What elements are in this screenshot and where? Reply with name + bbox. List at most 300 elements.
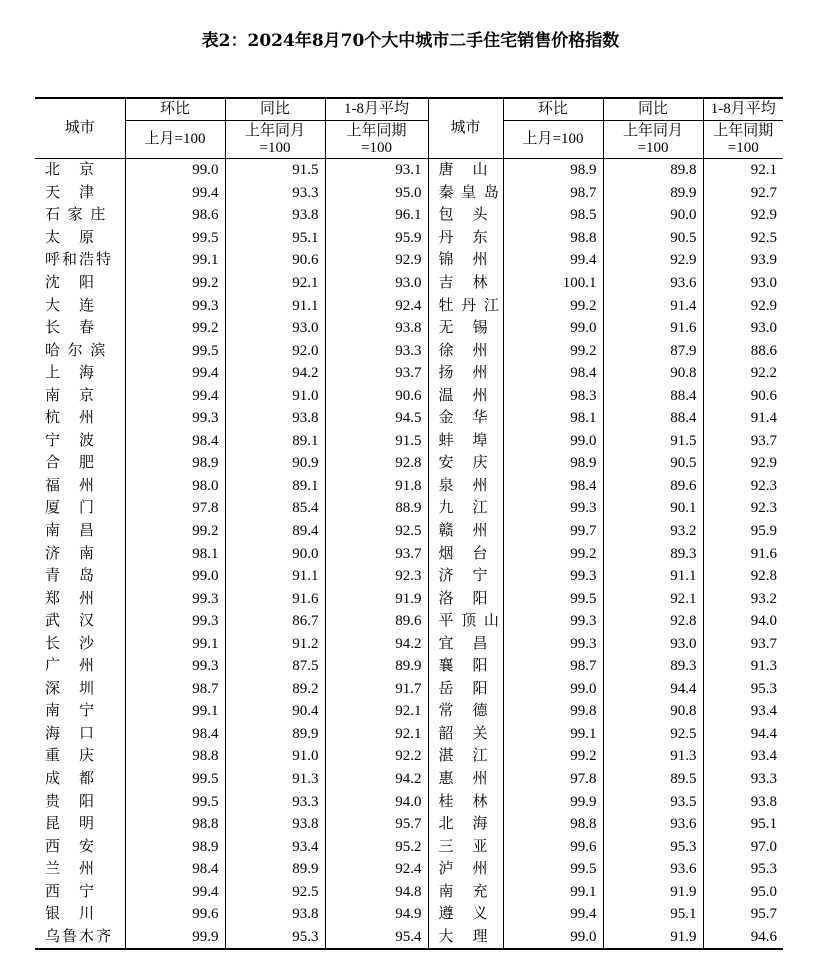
- yoy-value: 91.1: [225, 294, 325, 317]
- header-mom-base: 上月=100: [125, 121, 225, 159]
- city-label: 昆 明: [45, 816, 95, 833]
- mom-value: 97.8: [503, 768, 603, 791]
- mom-value: 99.3: [503, 610, 603, 633]
- yoy-value: 92.9: [603, 249, 703, 272]
- yoy-value: 93.3: [225, 790, 325, 813]
- mom-value: 99.4: [503, 903, 603, 926]
- avg-value: 90.6: [703, 384, 783, 407]
- mom-value: 99.3: [125, 610, 225, 633]
- header-avg-2: 1-8月平均: [703, 98, 783, 121]
- city-name: [428, 700, 503, 723]
- city-name: [35, 272, 125, 295]
- yoy-value: 90.4: [225, 700, 325, 723]
- city-label: 无 锡: [438, 320, 488, 337]
- mom-value: 99.9: [503, 790, 603, 813]
- avg-value: 93.7: [325, 362, 428, 385]
- yoy-value: 91.5: [225, 159, 325, 182]
- city-label: 秦 皇 岛: [438, 184, 499, 201]
- city-label: 惠 州: [438, 771, 488, 788]
- mom-value: 98.8: [125, 745, 225, 768]
- table-row: [35, 249, 783, 272]
- mom-value: 98.4: [503, 362, 603, 385]
- city-name: [428, 497, 503, 520]
- mom-value: 99.6: [503, 835, 603, 858]
- city-name: [35, 835, 125, 858]
- table-row: [35, 858, 783, 881]
- city-name: [35, 723, 125, 746]
- table-row: [35, 407, 783, 430]
- yoy-value: 93.2: [603, 520, 703, 543]
- mom-value: 99.2: [503, 339, 603, 362]
- avg-value: 92.2: [325, 745, 428, 768]
- mom-value: 99.0: [503, 430, 603, 453]
- city-label: 济 南: [45, 545, 95, 562]
- avg-value: 93.3: [325, 339, 428, 362]
- avg-value: 93.4: [703, 700, 783, 723]
- city-label: 哈 尔 滨: [45, 342, 106, 359]
- avg-value: 95.7: [325, 813, 428, 836]
- mom-value: 99.4: [503, 249, 603, 272]
- table-row: [35, 768, 783, 791]
- avg-value: 95.1: [703, 813, 783, 836]
- city-label: 南 昌: [45, 523, 95, 540]
- city-label: 牡 丹 江: [438, 297, 499, 314]
- yoy-value: 90.1: [603, 497, 703, 520]
- mom-value: 99.0: [125, 565, 225, 588]
- table-row: [35, 430, 783, 453]
- yoy-value: 91.5: [603, 430, 703, 453]
- city-label: 包 头: [438, 207, 488, 224]
- mom-value: 99.1: [125, 700, 225, 723]
- table-row: [35, 317, 783, 340]
- city-name: [428, 790, 503, 813]
- yoy-value: 86.7: [225, 610, 325, 633]
- avg-value: 94.2: [325, 632, 428, 655]
- table-row: [35, 227, 783, 250]
- mom-value: 97.8: [125, 497, 225, 520]
- city-label: 吉 林: [438, 275, 488, 291]
- yoy-value: 89.2: [225, 678, 325, 701]
- yoy-value: 93.6: [603, 813, 703, 836]
- avg-value: 93.7: [325, 542, 428, 565]
- city-name: [428, 430, 503, 453]
- table-row: [35, 678, 783, 701]
- yoy-value: 93.6: [603, 858, 703, 881]
- city-label: 杭 州: [45, 410, 95, 427]
- city-name: [428, 881, 503, 904]
- avg-value: 92.8: [325, 452, 428, 475]
- table-row: [35, 497, 783, 520]
- yoy-value: 91.0: [225, 384, 325, 407]
- mom-value: 99.3: [503, 632, 603, 655]
- avg-value: 91.9: [325, 587, 428, 610]
- avg-value: 93.7: [703, 430, 783, 453]
- mom-value: 99.0: [503, 678, 603, 701]
- city-name: [35, 475, 125, 498]
- city-label: 襄 阳: [438, 658, 488, 675]
- city-label: 郑 州: [45, 590, 95, 607]
- city-name: [35, 339, 125, 362]
- city-name: [428, 317, 503, 340]
- yoy-value: 94.4: [603, 678, 703, 701]
- mom-value: 99.1: [125, 249, 225, 272]
- city-label: 扬 州: [438, 365, 488, 382]
- table-row: [35, 182, 783, 205]
- header-yoy-base-2: 上年同月 =100: [603, 121, 703, 159]
- city-label: 深 圳: [45, 680, 95, 697]
- city-label: 常 德: [438, 703, 488, 720]
- city-name: [428, 678, 503, 701]
- city-label: 洛 阳: [438, 590, 488, 607]
- avg-value: 95.7: [703, 903, 783, 926]
- city-label: 九 江: [438, 500, 488, 517]
- yoy-value: 90.0: [603, 204, 703, 227]
- city-label: 泉 州: [438, 477, 488, 494]
- mom-value: 98.8: [503, 813, 603, 836]
- city-label: 金 华: [438, 410, 488, 427]
- table-row: [35, 587, 783, 610]
- avg-value: 97.0: [703, 835, 783, 858]
- avg-value: 95.0: [325, 182, 428, 205]
- yoy-value: 93.0: [603, 632, 703, 655]
- avg-value: 94.0: [325, 790, 428, 813]
- city-name: [35, 542, 125, 565]
- avg-value: 91.7: [325, 678, 428, 701]
- city-name: [35, 678, 125, 701]
- city-name: [35, 632, 125, 655]
- mom-value: 99.3: [125, 587, 225, 610]
- yoy-value: 93.3: [225, 182, 325, 205]
- mom-value: 99.5: [125, 227, 225, 250]
- city-name: [428, 339, 503, 362]
- yoy-value: 93.5: [603, 790, 703, 813]
- city-name: [428, 610, 503, 633]
- avg-value: 93.0: [325, 272, 428, 295]
- yoy-value: 88.4: [603, 407, 703, 430]
- avg-value: 93.8: [325, 317, 428, 340]
- mom-value: 99.3: [125, 407, 225, 430]
- table-header: [35, 98, 783, 159]
- city-name: [428, 362, 503, 385]
- avg-value: 92.1: [325, 700, 428, 723]
- avg-value: 92.9: [325, 249, 428, 272]
- yoy-value: 90.0: [225, 542, 325, 565]
- city-name: [428, 632, 503, 655]
- mom-value: 99.3: [125, 655, 225, 678]
- mom-value: 98.5: [503, 204, 603, 227]
- yoy-value: 93.8: [225, 407, 325, 430]
- mom-value: 99.5: [503, 587, 603, 610]
- city-name: [35, 700, 125, 723]
- city-name: [35, 903, 125, 926]
- avg-value: 92.9: [703, 294, 783, 317]
- yoy-value: 89.1: [225, 475, 325, 498]
- city-label: 海 口: [45, 725, 95, 742]
- city-name: [428, 858, 503, 881]
- avg-value: 93.9: [703, 249, 783, 272]
- city-name: [35, 813, 125, 836]
- city-label: 西 安: [45, 838, 95, 855]
- yoy-value: 92.5: [603, 723, 703, 746]
- table-row: [35, 565, 783, 588]
- yoy-value: 91.1: [603, 565, 703, 588]
- mom-value: 99.3: [503, 565, 603, 588]
- mom-value: 99.8: [503, 700, 603, 723]
- city-label: 贵 阳: [45, 793, 95, 810]
- table-row: [35, 520, 783, 543]
- table-row: [35, 881, 783, 904]
- avg-value: 92.4: [325, 858, 428, 881]
- city-label: 南 充: [438, 883, 488, 900]
- yoy-value: 90.6: [225, 249, 325, 272]
- table-row: [35, 452, 783, 475]
- table-row: [35, 813, 783, 836]
- table-row: [35, 655, 783, 678]
- city-label: 大 连: [45, 297, 95, 314]
- city-name: [35, 768, 125, 791]
- city-name: [428, 835, 503, 858]
- city-label: 沈 阳: [45, 275, 95, 291]
- city-label: 银 川: [45, 906, 95, 923]
- yoy-value: 92.1: [225, 272, 325, 295]
- avg-value: 92.7: [703, 182, 783, 205]
- table-row: [35, 362, 783, 385]
- header-city-2: 城市: [428, 98, 503, 159]
- mom-value: 99.5: [125, 768, 225, 791]
- city-label: 三 亚: [438, 838, 488, 855]
- city-label: 合 肥: [45, 455, 95, 472]
- city-name: [35, 497, 125, 520]
- header-yoy: 同比: [225, 98, 325, 121]
- mom-value: 99.5: [503, 858, 603, 881]
- city-name: [35, 926, 125, 950]
- city-name: [35, 520, 125, 543]
- yoy-value: 89.8: [603, 159, 703, 182]
- mom-value: 98.8: [503, 227, 603, 250]
- mom-value: 99.4: [125, 182, 225, 205]
- yoy-value: 95.1: [603, 903, 703, 926]
- city-name: [35, 159, 125, 182]
- city-name: [35, 565, 125, 588]
- city-name: [428, 475, 503, 498]
- city-label: 乌 鲁 木 齐: [45, 928, 112, 945]
- avg-value: 92.5: [325, 520, 428, 543]
- header-city: 城市: [35, 98, 125, 159]
- yoy-value: 85.4: [225, 497, 325, 520]
- mom-value: 98.7: [503, 182, 603, 205]
- city-label: 厦 门: [45, 500, 95, 517]
- city-name: [35, 587, 125, 610]
- city-name: [35, 227, 125, 250]
- mom-value: 98.7: [125, 678, 225, 701]
- avg-value: 95.0: [703, 881, 783, 904]
- yoy-value: 92.5: [225, 881, 325, 904]
- avg-value: 95.3: [703, 858, 783, 881]
- mom-value: 99.2: [125, 520, 225, 543]
- avg-value: 96.1: [325, 204, 428, 227]
- table-row: [35, 835, 783, 858]
- avg-value: 93.2: [703, 587, 783, 610]
- city-name: [428, 565, 503, 588]
- table-row: [35, 745, 783, 768]
- yoy-value: 89.9: [225, 723, 325, 746]
- city-name: [35, 430, 125, 453]
- yoy-value: 95.3: [603, 835, 703, 858]
- avg-value: 93.3: [703, 768, 783, 791]
- city-label: 石 家 庄: [45, 207, 106, 224]
- mom-value: 99.0: [125, 159, 225, 182]
- table-row: [35, 926, 783, 950]
- city-label: 遵 义: [438, 906, 488, 923]
- avg-value: 91.5: [325, 430, 428, 453]
- city-name: [428, 227, 503, 250]
- city-label: 蚌 埠: [438, 432, 488, 449]
- avg-value: 91.4: [703, 407, 783, 430]
- table-row: [35, 632, 783, 655]
- avg-value: 93.1: [325, 159, 428, 182]
- avg-value: 92.5: [703, 227, 783, 250]
- yoy-value: 93.8: [225, 204, 325, 227]
- mom-value: 98.9: [503, 452, 603, 475]
- avg-value: 94.8: [325, 881, 428, 904]
- yoy-value: 90.5: [603, 452, 703, 475]
- mom-value: 99.3: [125, 294, 225, 317]
- city-name: [35, 317, 125, 340]
- avg-value: 93.0: [703, 272, 783, 295]
- city-label: 呼 和 浩 特: [45, 252, 112, 269]
- mom-value: 99.6: [125, 903, 225, 926]
- avg-value: 95.3: [703, 678, 783, 701]
- mom-value: 100.1: [503, 272, 603, 295]
- header-avg-base-2: 上年同期 =100: [703, 121, 783, 159]
- avg-value: 94.4: [703, 723, 783, 746]
- mom-value: 99.4: [125, 881, 225, 904]
- mom-value: 98.4: [125, 430, 225, 453]
- city-name: [35, 610, 125, 633]
- table-row: [35, 272, 783, 295]
- table-row: [35, 294, 783, 317]
- mom-value: 98.4: [125, 858, 225, 881]
- city-label: 烟 台: [438, 545, 488, 562]
- city-label: 重 庆: [45, 748, 95, 765]
- avg-value: 89.9: [325, 655, 428, 678]
- city-label: 南 京: [45, 387, 95, 404]
- city-name: [428, 745, 503, 768]
- avg-value: 89.6: [325, 610, 428, 633]
- city-name: [428, 272, 503, 295]
- avg-value: 93.4: [703, 745, 783, 768]
- yoy-value: 91.6: [603, 317, 703, 340]
- yoy-value: 93.6: [603, 272, 703, 295]
- yoy-value: 92.0: [225, 339, 325, 362]
- city-name: [35, 790, 125, 813]
- city-label: 大 理: [438, 928, 488, 945]
- avg-value: 92.3: [325, 565, 428, 588]
- city-label: 上 海: [45, 365, 95, 382]
- table-row: [35, 903, 783, 926]
- yoy-value: 87.5: [225, 655, 325, 678]
- city-name: [35, 362, 125, 385]
- yoy-value: 89.6: [603, 475, 703, 498]
- city-label: 兰 州: [45, 861, 95, 878]
- city-label: 北 海: [438, 816, 488, 833]
- mom-value: 99.5: [125, 790, 225, 813]
- table-row: [35, 475, 783, 498]
- city-label: 成 都: [45, 771, 95, 788]
- city-label: 济 宁: [438, 568, 488, 585]
- yoy-value: 93.4: [225, 835, 325, 858]
- mom-value: 98.8: [125, 813, 225, 836]
- mom-value: 99.7: [503, 520, 603, 543]
- table-row: [35, 700, 783, 723]
- city-label: 北 京: [45, 162, 95, 179]
- yoy-value: 90.9: [225, 452, 325, 475]
- city-name: [428, 542, 503, 565]
- city-name: [35, 182, 125, 205]
- city-label: 青 岛: [45, 568, 95, 585]
- city-name: [428, 520, 503, 543]
- city-name: [428, 249, 503, 272]
- mom-value: 98.4: [125, 723, 225, 746]
- yoy-value: 89.9: [603, 182, 703, 205]
- city-name: [35, 655, 125, 678]
- table-row: [35, 542, 783, 565]
- avg-value: 92.2: [703, 362, 783, 385]
- page-title: 表2：2024年8月70个大中城市二手住宅销售价格指数: [201, 31, 620, 51]
- mom-value: 99.2: [125, 317, 225, 340]
- city-label: 韶 关: [438, 725, 488, 742]
- city-name: [428, 768, 503, 791]
- city-name: [428, 407, 503, 430]
- city-name: [35, 452, 125, 475]
- avg-value: 94.5: [325, 407, 428, 430]
- yoy-value: 90.8: [603, 700, 703, 723]
- city-label: 天 津: [45, 184, 95, 201]
- mom-value: 99.2: [125, 272, 225, 295]
- yoy-value: 89.3: [603, 655, 703, 678]
- avg-value: 92.1: [703, 159, 783, 182]
- city-label: 长 春: [45, 320, 95, 337]
- yoy-value: 91.2: [225, 632, 325, 655]
- city-name: [35, 384, 125, 407]
- yoy-value: 91.9: [603, 881, 703, 904]
- city-label: 宁 波: [45, 432, 95, 449]
- city-name: [35, 858, 125, 881]
- yoy-value: 89.1: [225, 430, 325, 453]
- city-name: [35, 745, 125, 768]
- table-row: [35, 610, 783, 633]
- city-label: 太 原: [45, 229, 95, 246]
- yoy-value: 92.1: [603, 587, 703, 610]
- avg-value: 92.9: [703, 452, 783, 475]
- yoy-value: 95.3: [225, 926, 325, 950]
- yoy-value: 91.3: [225, 768, 325, 791]
- header-yoy-base: 上年同月 =100: [225, 121, 325, 159]
- yoy-value: 89.5: [603, 768, 703, 791]
- avg-value: 92.8: [703, 565, 783, 588]
- city-label: 福 州: [45, 477, 95, 494]
- city-name: [35, 249, 125, 272]
- city-label: 南 宁: [45, 703, 95, 720]
- city-label: 徐 州: [438, 342, 488, 359]
- yoy-value: 93.0: [225, 317, 325, 340]
- header-avg: 1-8月平均: [325, 98, 428, 121]
- mom-value: 98.9: [125, 452, 225, 475]
- header-mom-2: 环比: [503, 98, 603, 121]
- avg-value: 92.1: [325, 723, 428, 746]
- yoy-value: 91.3: [603, 745, 703, 768]
- city-label: 平 顶 山: [438, 613, 499, 630]
